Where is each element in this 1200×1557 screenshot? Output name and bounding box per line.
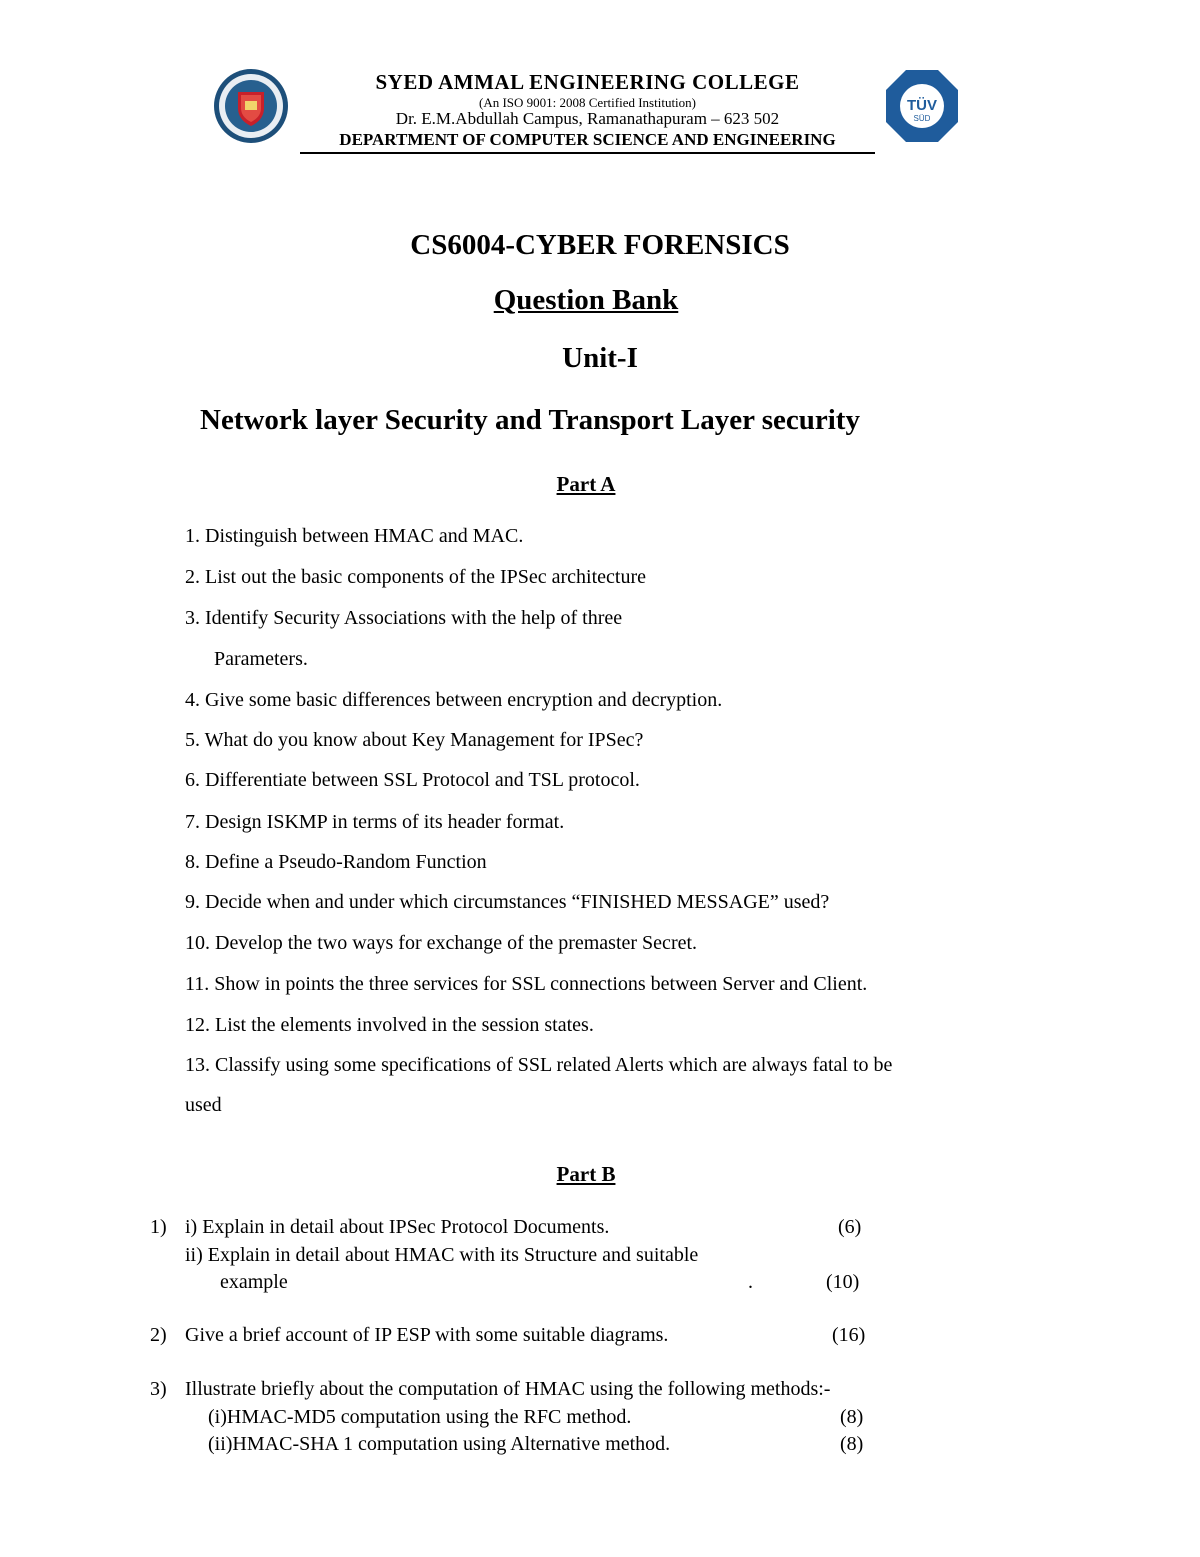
college-address: Dr. E.M.Abdullah Campus, Ramanathapuram – 623 502 — [395, 109, 780, 128]
part-a-heading: Part A — [556, 472, 616, 496]
part-b-question: i) Explain in detail about IPSec Protocol Documents. — [185, 1216, 610, 1238]
part-a-question-continuation: used — [185, 1094, 222, 1116]
marks-label: (16) — [832, 1324, 866, 1346]
marks-label: (6) — [838, 1216, 862, 1238]
part-b-number: 3) — [150, 1378, 167, 1400]
tuv-certification-logo — [884, 68, 960, 144]
sud-logo-text: SÜD — [913, 114, 931, 123]
marks-label: (8) — [840, 1406, 864, 1428]
part-b-question: Give a brief account of IP ESP with some suitable diagrams. — [185, 1324, 669, 1346]
part-a-question: 2. List out the basic components of the IPSec architecture — [185, 566, 646, 588]
question-bank-title: Question Bank — [493, 284, 679, 316]
part-b-number: 1) — [150, 1216, 167, 1238]
part-a-question: 10. Develop the two ways for exchange of the premaster Secret. — [185, 932, 698, 954]
unit-topic: Network layer Security and Transport Layer security — [200, 404, 860, 436]
part-a-question: 8. Define a Pseudo-Random Function — [185, 851, 487, 873]
leader-dot: . — [748, 1271, 753, 1293]
part-a-question-continuation: Parameters. — [214, 648, 308, 670]
tuv-logo-text: TÜV — [907, 97, 937, 114]
part-a-question: 7. Design ISKMP in terms of its header format. — [185, 811, 565, 833]
part-b-subquestion: (ii)HMAC-SHA 1 computation using Alternative method. — [208, 1433, 671, 1455]
marks-label: (10) — [826, 1271, 860, 1293]
part-a-question: 11. Show in points the three services for SSL connections between Server and Client. — [185, 973, 868, 995]
part-a-question: 3. Identify Security Associations with the help of three — [185, 607, 623, 629]
marks-label: (8) — [840, 1433, 864, 1455]
header-divider — [300, 152, 875, 154]
part-a-question: 12. List the elements involved in the session states. — [185, 1014, 594, 1036]
part-b-question: ii) Explain in detail about HMAC with its Structure and suitable — [185, 1244, 699, 1266]
part-b-heading: Part B — [556, 1162, 616, 1186]
part-a-question: 1. Distinguish between HMAC and MAC. — [185, 525, 524, 547]
part-b-subquestion: (i)HMAC-MD5 computation using the RFC method. — [208, 1406, 632, 1428]
department-name: DEPARTMENT OF COMPUTER SCIENCE AND ENGINEERING — [339, 130, 836, 149]
part-b-question-continuation: example — [220, 1271, 288, 1293]
part-a-question: 4. Give some basic differences between encryption and decryption. — [185, 689, 723, 711]
part-a-question: 6. Differentiate between SSL Protocol and TSL protocol. — [185, 769, 640, 791]
part-a-question: 13. Classify using some specifications of SSL related Alerts which are always fatal to be — [185, 1054, 893, 1076]
part-b-number: 2) — [150, 1324, 167, 1346]
unit-title: Unit-I — [562, 342, 638, 374]
part-b-question: Illustrate briefly about the computation of HMAC using the following methods:- — [185, 1378, 831, 1400]
part-a-question: 9. Decide when and under which circumstances “FINISHED MESSAGE” used? — [185, 891, 830, 913]
college-name: SYED AMMAL ENGINEERING COLLEGE — [375, 70, 800, 94]
course-title: CS6004-CYBER FORENSICS — [410, 229, 790, 261]
college-seal-logo — [208, 68, 294, 144]
part-a-question: 5. What do you know about Key Management for IPSec? — [185, 729, 644, 751]
iso-certification: (An ISO 9001: 2008 Certified Institution) — [478, 95, 696, 110]
